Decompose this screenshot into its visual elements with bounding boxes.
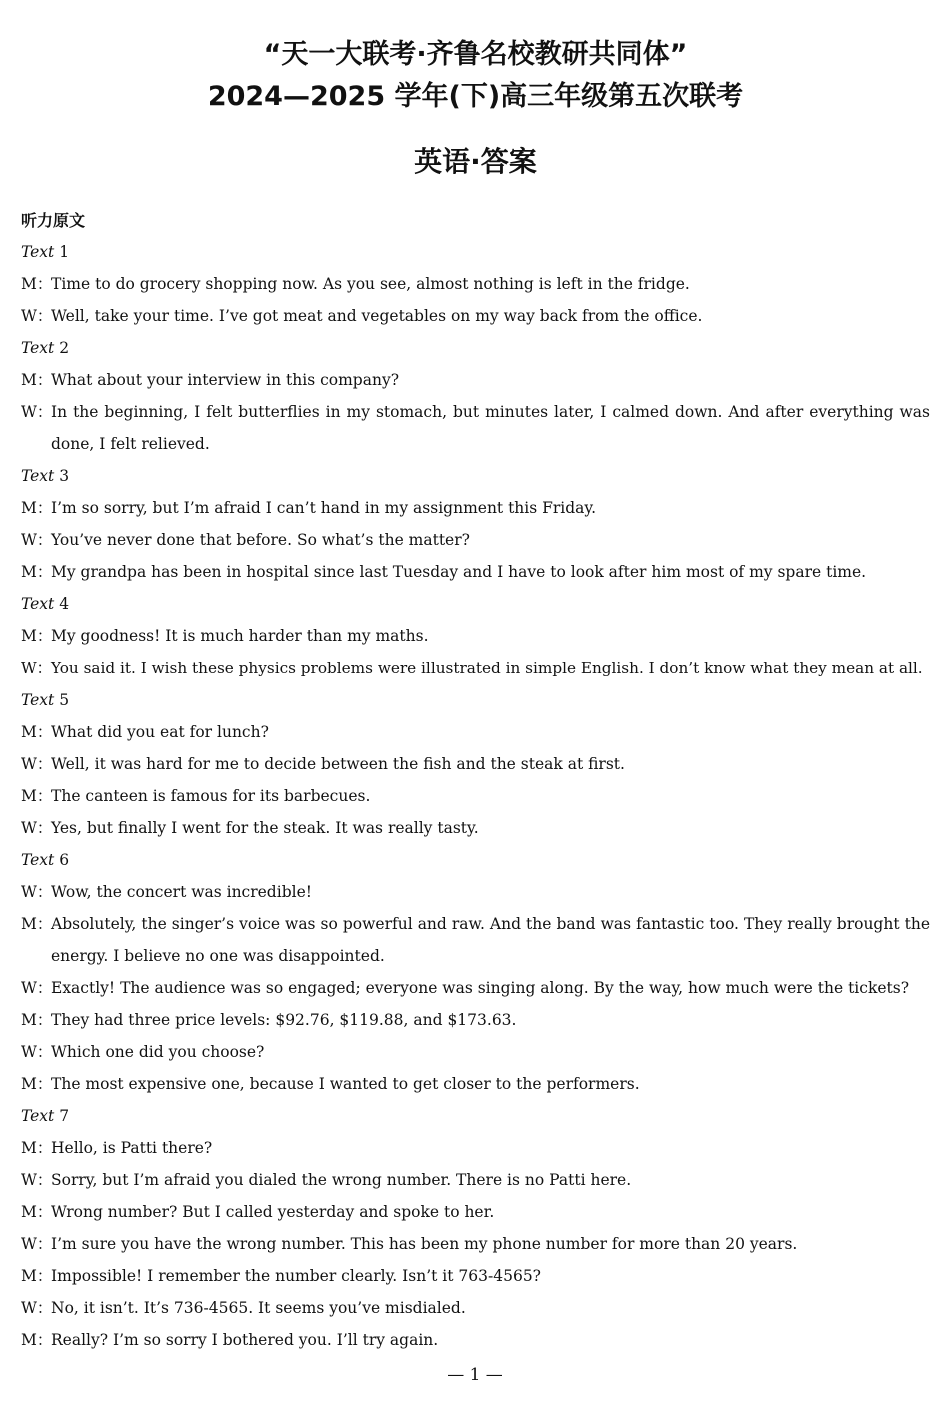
dialogue-text: You said it. I wish these physics problems were illustrated in simple English. I don’t know what they mean at all. xyxy=(51,659,923,677)
speaker-label: M： xyxy=(21,1267,53,1285)
text-label xyxy=(21,1100,930,1132)
speaker-label: M： xyxy=(21,1139,53,1157)
dialogue-text: Really? I’m so sorry I bothered you. I’ll try again. xyxy=(51,1331,439,1349)
speaker-label: M： xyxy=(21,371,53,389)
text-label xyxy=(21,236,930,268)
dialogue-line xyxy=(21,716,930,748)
dialogue-text: Yes, but finally I went for the steak. It was really tasty. xyxy=(51,819,479,837)
text-label-number: 6 xyxy=(59,851,70,869)
text-label-number: 5 xyxy=(59,691,70,709)
speaker-label: M： xyxy=(21,627,53,645)
dialogue-text: Which one did you choose? xyxy=(51,1043,265,1061)
dialogue-text: They had three price levels: $92.76, $119.88, and $173.63. xyxy=(51,1011,517,1029)
dialogue-line xyxy=(21,524,930,556)
dialogue-text: Wow, the concert was incredible! xyxy=(51,883,312,901)
text-label xyxy=(21,332,930,364)
speaker-label: W： xyxy=(21,883,53,901)
dialogue-line xyxy=(21,492,930,524)
dialogue-text: The canteen is famous for its barbecues. xyxy=(51,787,371,805)
speaker-label: M： xyxy=(21,1075,53,1093)
speaker-label: W： xyxy=(21,1235,53,1253)
speaker-label: M： xyxy=(21,275,53,293)
speaker-label: W： xyxy=(21,531,53,549)
listening-transcript xyxy=(21,236,930,1356)
dialogue-text: I’m so sorry, but I’m afraid I can’t hand in my assignment this Friday. xyxy=(51,499,597,517)
speaker-label: M： xyxy=(21,723,53,741)
dialogue-text: My goodness! It is much harder than my maths. xyxy=(51,627,429,645)
text-label-number: 2 xyxy=(59,339,70,357)
dialogue-line xyxy=(21,396,930,460)
dialogue-text: I’m sure you have the wrong number. This has been my phone number for more than 20 years. xyxy=(51,1235,798,1253)
dialogue-line xyxy=(21,1324,930,1356)
speaker-label: M： xyxy=(21,563,53,581)
dialogue-line xyxy=(21,556,930,588)
speaker-label: M： xyxy=(21,787,53,805)
dialogue-line xyxy=(21,908,930,972)
text-label xyxy=(21,684,930,716)
dialogue-line xyxy=(21,972,930,1004)
text-label-number: 3 xyxy=(59,467,70,485)
section-heading: 听力原文 xyxy=(21,211,86,230)
speaker-label: M： xyxy=(21,915,53,933)
speaker-label: W： xyxy=(21,819,53,837)
dialogue-line xyxy=(21,1260,930,1292)
speaker-label: W： xyxy=(21,755,53,773)
exam-title-line1: “天一大联考·齐鲁名校教研共同体” xyxy=(263,39,688,70)
speaker-label: W： xyxy=(21,403,53,421)
speaker-label: W： xyxy=(21,1043,53,1061)
text-label-word: Text xyxy=(21,595,55,613)
dialogue-line xyxy=(21,1036,930,1068)
dialogue-text: My grandpa has been in hospital since last Tuesday and I have to look after him most of my spare time. xyxy=(51,563,867,581)
dialogue-text: The most expensive one, because I wanted to get closer to the performers. xyxy=(51,1075,640,1093)
text-label xyxy=(21,588,930,620)
dialogue-line xyxy=(21,876,930,908)
text-label-word: Text xyxy=(21,691,55,709)
dialogue-line xyxy=(21,268,930,300)
dialogue-text: Well, it was hard for me to decide between the fish and the steak at first. xyxy=(51,755,625,773)
text-label-number: 1 xyxy=(59,243,70,261)
dialogue-text: No, it isn’t. It’s 736-4565. It seems you’ve misdialed. xyxy=(51,1299,466,1317)
page-number: — 1 — xyxy=(447,1365,503,1385)
speaker-label: W： xyxy=(21,659,52,677)
text-label-word: Text xyxy=(21,243,55,261)
text-label-word: Text xyxy=(21,467,55,485)
dialogue-text: Sorry, but I’m afraid you dialed the wrong number. There is no Patti here. xyxy=(51,1171,632,1189)
text-label xyxy=(21,460,930,492)
dialogue-text: What did you eat for lunch? xyxy=(51,723,269,741)
speaker-label: M： xyxy=(21,1203,53,1221)
text-label xyxy=(21,844,930,876)
dialogue-line xyxy=(21,1196,930,1228)
dialogue-line xyxy=(21,1292,930,1324)
text-label-word: Text xyxy=(21,339,55,357)
speaker-label: W： xyxy=(21,307,53,325)
dialogue-text: Wrong number? But I called yesterday and spoke to her. xyxy=(51,1203,495,1221)
dialogue-text: What about your interview in this company? xyxy=(51,371,400,389)
dialogue-line xyxy=(21,1228,930,1260)
dialogue-text: Exactly! The audience was so engaged; everyone was singing along. By the way, how much were the tickets? xyxy=(51,979,910,997)
speaker-label: W： xyxy=(21,1171,53,1189)
dialogue-line xyxy=(21,812,930,844)
dialogue-text: In the beginning, I felt butterflies in my stomach, but minutes later, I calmed down. And after everything was done, I felt relieved. xyxy=(51,403,930,453)
dialogue-text: You’ve never done that before. So what’s the matter? xyxy=(51,531,470,549)
dialogue-line xyxy=(21,1132,930,1164)
text-label-word: Text xyxy=(21,1107,55,1125)
speaker-label: M： xyxy=(21,1331,53,1349)
text-label-number: 4 xyxy=(59,595,70,613)
dialogue-text: Well, take your time. I’ve got meat and vegetables on my way back from the office. xyxy=(51,307,703,325)
speaker-label: M： xyxy=(21,1011,53,1029)
subject-title: 英语·答案 xyxy=(414,145,537,178)
speaker-label: W： xyxy=(21,1299,53,1317)
dialogue-text: Hello, is Patti there? xyxy=(51,1139,213,1157)
exam-title-line2: 2024—2025 学年(下)高三年级第五次联考 xyxy=(207,81,744,112)
speaker-label: W： xyxy=(21,979,53,997)
dialogue-text: Time to do grocery shopping now. As you see, almost nothing is left in the fridge. xyxy=(51,275,690,293)
dialogue-line xyxy=(21,1164,930,1196)
dialogue-line xyxy=(21,1068,930,1100)
dialogue-line xyxy=(21,300,930,332)
dialogue-text: Impossible! I remember the number clearly. Isn’t it 763-4565? xyxy=(51,1267,541,1285)
text-label-number: 7 xyxy=(59,1107,70,1125)
dialogue-line xyxy=(21,652,930,684)
dialogue-line xyxy=(21,1004,930,1036)
dialogue-line xyxy=(21,780,930,812)
speaker-label: M： xyxy=(21,499,53,517)
dialogue-text: Absolutely, the singer’s voice was so powerful and raw. And the band was fantastic too. They really brought the energy. I believe no one was disappointed. xyxy=(51,915,930,965)
dialogue-line xyxy=(21,748,930,780)
text-label-word: Text xyxy=(21,851,55,869)
dialogue-line xyxy=(21,620,930,652)
dialogue-line xyxy=(21,364,930,396)
